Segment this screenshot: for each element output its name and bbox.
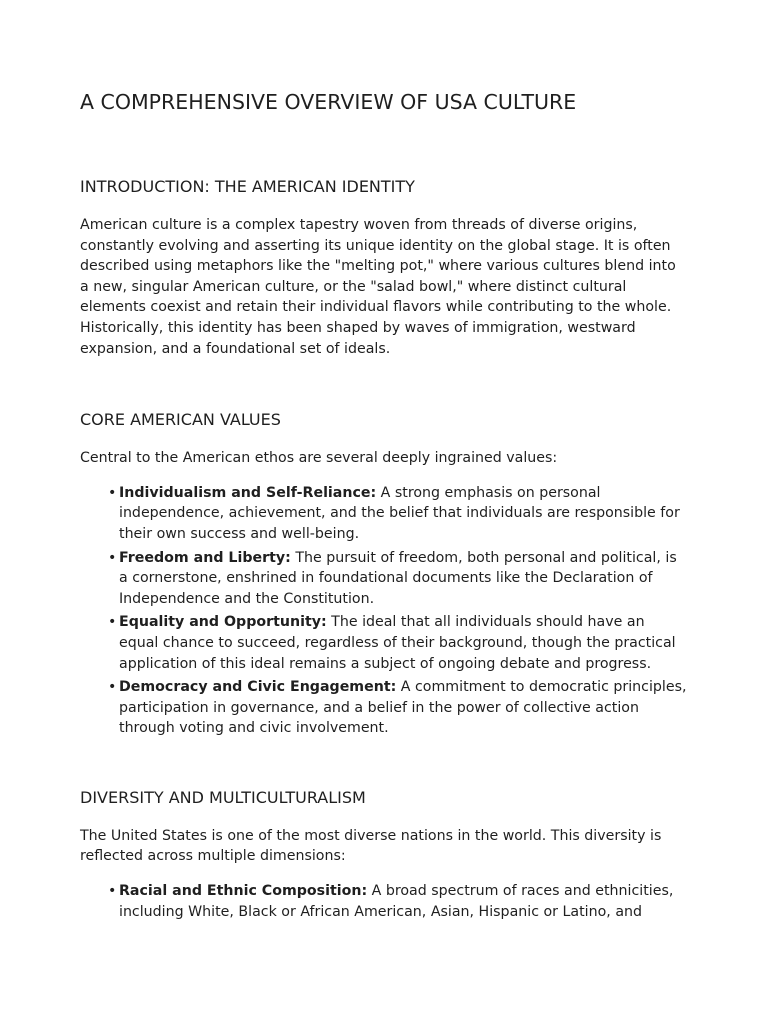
list-item-description: The ideal that all individuals should have an equal chance to succeed, regardless of their background, though the practical application of this ideal remains a subject of ongoing debate and progress.	[119, 614, 676, 672]
core-values-intro-paragraph: Central to the American ethos are several deeply ingrained values:	[80, 450, 558, 467]
list-item-description: A broad spectrum of races and ethnicities, including White, Black or African American, Asian, Hispanic or Latino, and	[119, 883, 674, 920]
list-item-term: Individualism and Self-Reliance:	[119, 484, 377, 501]
list-item-term: Democracy and Civic Engagement:	[119, 679, 397, 696]
section-heading-core-values: CORE AMERICAN VALUES	[80, 410, 281, 430]
bullet-icon: •	[108, 883, 117, 900]
list-item-description: The pursuit of freedom, both personal and political, is a cornerstone, enshrined in foundational documents like the Declaration of Independence and the Constitution.	[119, 549, 677, 607]
list-item-description: A commitment to democratic principles, participation in governance, and a belief in the power of collective action through voting and civic involvement.	[119, 679, 687, 737]
list-item	[108, 677, 688, 739]
document-title: A COMPREHENSIVE OVERVIEW OF USA CULTURE	[80, 90, 577, 114]
list-item	[108, 483, 688, 545]
diversity-list	[80, 881, 688, 922]
section-heading-diversity: DIVERSITY AND MULTICULTURALISM	[80, 787, 366, 807]
bullet-icon: •	[108, 679, 117, 696]
bullet-icon: •	[108, 484, 117, 501]
core-values-list	[80, 483, 688, 739]
list-item-term: Racial and Ethnic Composition:	[119, 883, 368, 900]
list-item-term: Freedom and Liberty:	[119, 549, 291, 566]
list-item	[108, 612, 688, 674]
list-item	[108, 548, 688, 610]
introduction-paragraph: American culture is a complex tapestry woven from threads of diverse origins, constantly evolving and asserting its unique identity on the global stage. It is often described using metaphors like the "melting pot," where various cultures blend into a new, singular American culture, or the "salad bowl," where distinct cultural elements coexist and retain their individual flavors while contributing to the whole. Historically, this identity has been shaped by waves of immigration, westward expansion, and a foundational set of ideals.	[80, 217, 676, 357]
diversity-intro-paragraph: The United States is one of the most diverse nations in the world. This diversity is reflected across multiple dimensions:	[80, 827, 662, 865]
bullet-icon: •	[108, 549, 117, 566]
list-item	[108, 881, 688, 922]
bullet-icon: •	[108, 614, 117, 631]
section-heading-introduction: INTRODUCTION: THE AMERICAN IDENTITY	[80, 177, 415, 196]
list-item-term: Equality and Opportunity:	[119, 614, 327, 631]
list-item-description: A strong emphasis on personal independence, achievement, and the belief that individuals are responsible for their own success and well-being.	[119, 484, 680, 542]
